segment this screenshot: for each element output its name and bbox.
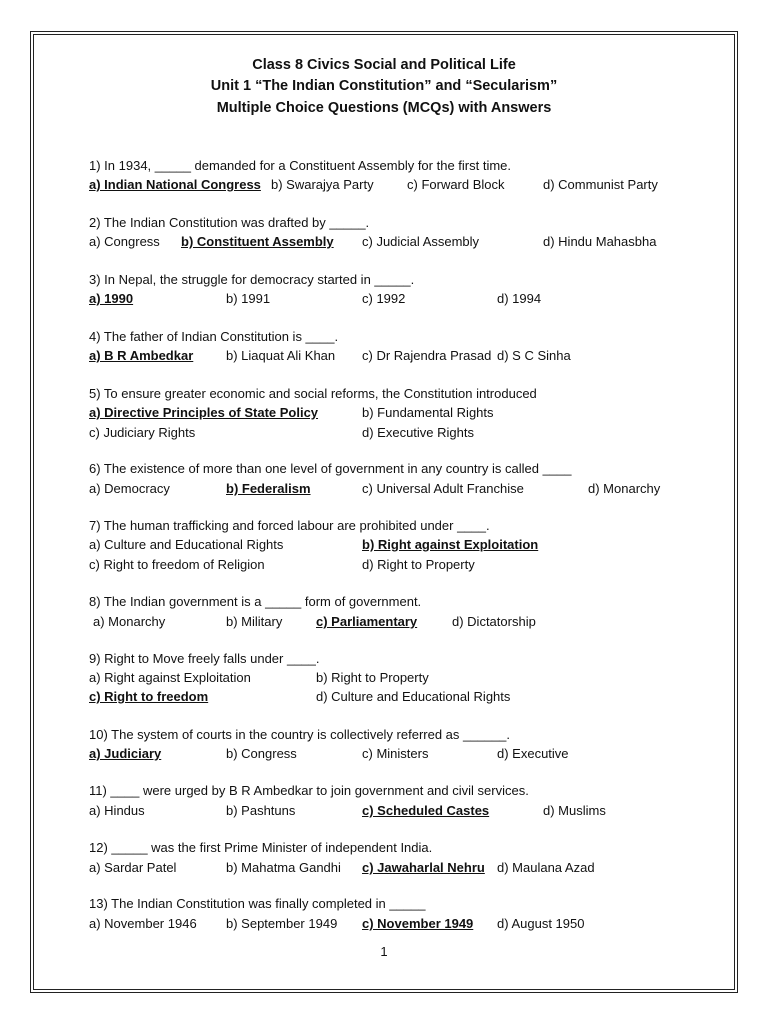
- question-6-text: 6) The existence of more than one level of government in any country is called ____: [89, 461, 572, 476]
- question-12-option-c: c) Jawaharlal Nehru: [362, 860, 485, 875]
- question-11-option-b: b) Pashtuns: [226, 803, 296, 818]
- question-7-option-c: c) Right to freedom of Religion: [89, 557, 265, 572]
- question-12-text: 12) _____ was the first Prime Minister of independent India.: [89, 840, 433, 855]
- question-1-option-c: c) Forward Block: [407, 177, 505, 192]
- question-3-option-a: a) 1990: [89, 291, 134, 306]
- question-5-option-a: a) Directive Principles of State Policy: [89, 405, 319, 420]
- question-5-option-c: c) Judiciary Rights: [89, 425, 196, 440]
- question-12-option-a: a) Sardar Patel: [89, 860, 177, 875]
- question-5-text: 5) To ensure greater economic and social reforms, the Constitution introduced: [89, 386, 537, 401]
- question-8-option-a: a) Monarchy: [93, 614, 166, 629]
- question-12-option-b: b) Mahatma Gandhi: [226, 860, 341, 875]
- question-6-option-b: b) Federalism: [226, 481, 311, 496]
- question-2-option-a: a) Congress: [89, 234, 160, 249]
- question-9-option-a: a) Right against Exploitation: [89, 670, 251, 685]
- question-7-option-d: d) Right to Property: [362, 557, 475, 572]
- question-9-option-b: b) Right to Property: [316, 670, 429, 685]
- question-8-text: 8) The Indian government is a _____ form of government.: [89, 594, 422, 609]
- question-5-option-d: d) Executive Rights: [362, 425, 474, 440]
- question-5-option-b: b) Fundamental Rights: [362, 405, 494, 420]
- question-13-option-b: b) September 1949: [226, 916, 338, 931]
- question-10-option-c: c) Ministers: [362, 746, 429, 761]
- question-2-option-d: d) Hindu Mahasbha: [543, 234, 657, 249]
- question-3-option-c: c) 1992: [362, 291, 406, 306]
- question-11-option-c: c) Scheduled Castes: [362, 803, 490, 818]
- question-9-option-c: c) Right to freedom: [89, 689, 209, 704]
- question-4-option-a: a) B R Ambedkar: [89, 348, 194, 363]
- question-11-option-d: d) Muslims: [543, 803, 606, 818]
- question-2-option-c: c) Judicial Assembly: [362, 234, 480, 249]
- question-7-text: 7) The human trafficking and forced labour are prohibited under ____.: [89, 518, 490, 533]
- question-12-option-d: d) Maulana Azad: [497, 860, 595, 875]
- question-2-option-b: b) Constituent Assembly: [181, 234, 334, 249]
- question-13-option-a: a) November 1946: [89, 916, 197, 931]
- question-13-option-d: d) August 1950: [497, 916, 585, 931]
- question-3-option-b: b) 1991: [226, 291, 271, 306]
- question-4-option-c: c) Dr Rajendra Prasad: [362, 348, 492, 363]
- question-4-text: 4) The father of Indian Constitution is ____.: [89, 329, 339, 344]
- question-6-option-d: d) Monarchy: [588, 481, 661, 496]
- question-10-option-b: b) Congress: [226, 746, 297, 761]
- question-3-text: 3) In Nepal, the struggle for democracy started in _____.: [89, 272, 415, 287]
- question-10-text: 10) The system of courts in the country is collectively referred as ______.: [89, 727, 511, 742]
- title-line-3: Multiple Choice Questions (MCQs) with Answers: [216, 100, 552, 116]
- question-6-option-c: c) Universal Adult Franchise: [362, 481, 524, 496]
- question-13-text: 13) The Indian Constitution was finally completed in _____: [89, 896, 426, 911]
- question-1-option-a: a) Indian National Congress: [89, 177, 261, 192]
- question-10-option-a: a) Judiciary: [89, 746, 162, 761]
- question-4-option-b: b) Liaquat Ali Khan: [226, 348, 336, 363]
- question-8-option-d: d) Dictatorship: [452, 614, 536, 629]
- question-7-option-a: a) Culture and Educational Rights: [89, 537, 284, 552]
- title-line-1: Class 8 Civics Social and Political Life: [252, 57, 516, 73]
- question-3-option-d: d) 1994: [497, 291, 542, 306]
- page-number: 1: [380, 944, 388, 959]
- question-9-text: 9) Right to Move freely falls under ____.: [89, 651, 320, 666]
- question-11-text: 11) ____ were urged by B R Ambedkar to join government and civil services.: [89, 783, 529, 798]
- question-1-option-b: b) Swarajya Party: [271, 177, 374, 192]
- question-9-option-d: d) Culture and Educational Rights: [316, 689, 511, 704]
- question-11-option-a: a) Hindus: [89, 803, 145, 818]
- question-1-option-d: d) Communist Party: [543, 177, 658, 192]
- question-8-option-c: c) Parliamentary: [316, 614, 418, 629]
- title-line-2: Unit 1 “The Indian Constitution” and “Secularism”: [210, 78, 558, 94]
- question-6-option-a: a) Democracy: [89, 481, 170, 496]
- question-2-text: 2) The Indian Constitution was drafted by _____.: [89, 215, 370, 230]
- question-8-option-b: b) Military: [226, 614, 283, 629]
- question-1-text: 1) In 1934, _____ demanded for a Constituent Assembly for the first time.: [89, 158, 512, 173]
- question-4-option-d: d) S C Sinha: [497, 348, 571, 363]
- question-13-option-c: c) November 1949: [362, 916, 474, 931]
- question-10-option-d: d) Executive: [497, 746, 569, 761]
- question-7-option-b: b) Right against Exploitation: [362, 537, 539, 552]
